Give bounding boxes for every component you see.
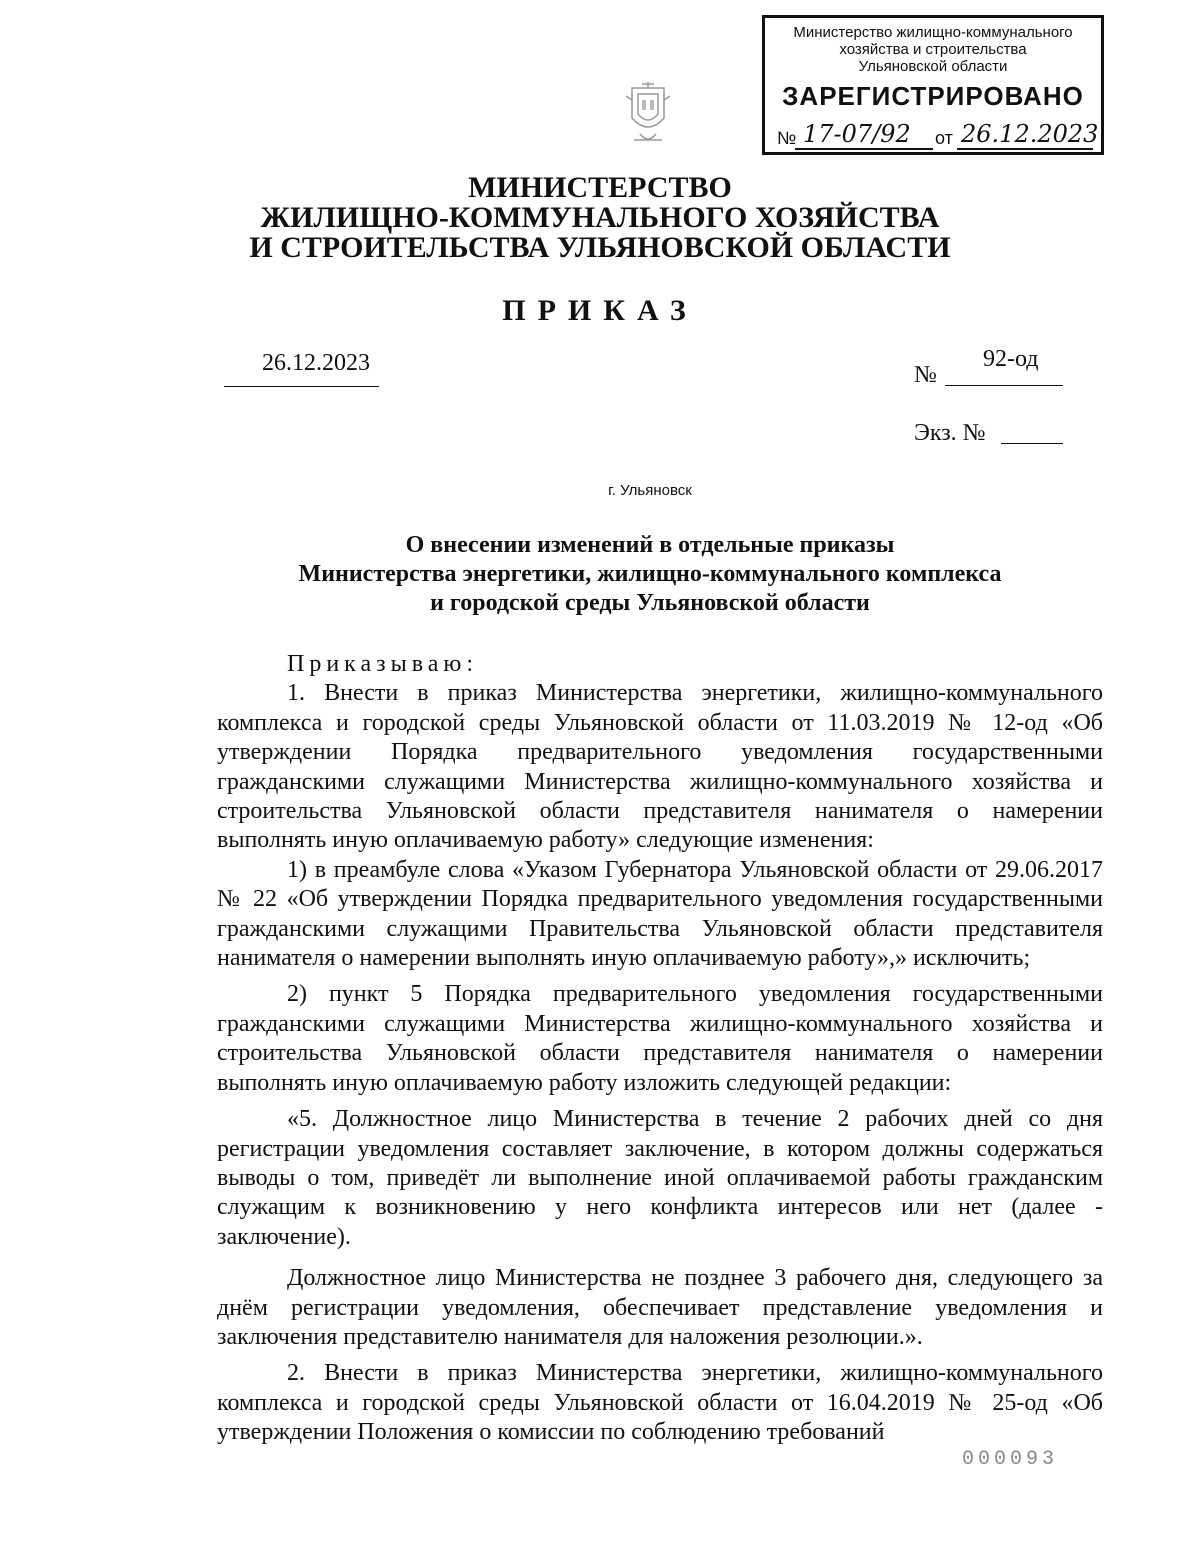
order-number-label: №	[914, 362, 937, 388]
coat-of-arms-emblem	[612, 78, 684, 152]
paragraph-item-1: 1. Внести в приказ Министерства энергетики, жилищно-коммунального комплекса и городской среды Ульяновской области от 11.03.2019 № 12-од «Об утверждении Порядка предварительного уведомления государственными гражданскими служащими Министерства жилищно-коммунального хозяйства и строительства Ульяновской области представителя нанимателя о намерении выполнять иную оплачиваемую работу» следующие изменения:	[217, 680, 1103, 854]
paragraph-item-2: 2. Внести в приказ Министерства энергетики, жилищно-коммунального комплекса и городской среды Ульяновской области от 16.04.2019 № 25-од «Об утверждении Положения о комиссии по соблюдению требований	[217, 1360, 1103, 1446]
ministry-header-line-3: И СТРОИТЕЛЬСТВА УЛЬЯНОВСКОЙ ОБЛАСТИ	[249, 231, 951, 264]
stamp-num-underline	[795, 148, 933, 150]
stamp-num-label: №	[777, 128, 797, 148]
registration-stamp	[762, 15, 1104, 155]
document-type-title: ПРИКАЗ	[502, 294, 698, 327]
order-body	[217, 650, 1103, 1448]
stamp-number-row	[777, 120, 1099, 154]
paragraph-clause-5: «5. Должностное лицо Министерства в течение 2 рабочих дней со дня регистрации уведомления составляет заключение, в котором должны содержаться выводы о том, приведёт ли выполнение иной оплачиваемой работы гражданским служащим к возникновению у него конфликта интересов или нет (далее - заключение).	[217, 1106, 1103, 1250]
ministry-header-line-1: МИНИСТЕРСТВО	[468, 171, 732, 204]
ministry-header-line-2: ЖИЛИЩНО-КОММУНАЛЬНОГО ХОЗЯЙСТВА	[260, 201, 940, 234]
stamp-line-3: Ульяновской области	[858, 58, 1008, 75]
stamp-registered: ЗАРЕГИСТРИРОВАНО	[782, 81, 1084, 111]
stamp-line-2: хозяйства и строительства	[839, 41, 1027, 58]
stamp-from-label: от	[935, 128, 953, 148]
paragraph-clause-5-continued: Должностное лицо Министерства не позднее 3 рабочего дня, следующего за днём регистрации уведомления, обеспечивает представление уведомления и заключения представителю нанимателя для наложения резолюции.».	[217, 1265, 1103, 1350]
order-number: 92-од	[983, 346, 1039, 372]
order-title-line-3: и городской среды Ульяновской области	[430, 590, 870, 616]
order-date: 26.12.2023	[262, 350, 370, 376]
page-serial-mark: 000093	[962, 1448, 1059, 1471]
order-title-line-1: О внесении изменений в отдельные приказы	[405, 532, 895, 558]
paragraph-subitem-2: 2) пункт 5 Порядка предварительного уведомления государственными гражданскими служащими Министерства жилищно-коммунального хозяйства и строительства Ульяновской области представителя нанимателя о намерении выполнять иную оплачиваемую работу изложить следующей редакции:	[217, 981, 1103, 1096]
paragraph-subitem-1: 1) в преамбуле слова «Указом Губернатора Ульяновской области от 29.06.2017 № 22 «Об утверждении Порядка предварительного уведомления государственными гражданскими служащими Правительства Ульяновской области представителя нанимателя о намерении выполнять иную оплачиваемую работу»,» исключить;	[217, 856, 1103, 972]
order-title-line-2: Министерства энергетики, жилищно-коммунального комплекса	[298, 561, 1002, 587]
copy-number-underline	[1001, 443, 1063, 444]
copy-number-label: Экз. №	[914, 420, 986, 446]
paragraph-order-word: Приказываю:	[287, 651, 478, 677]
stamp-date-value: 26.12.2023	[961, 120, 1099, 148]
date-underline	[224, 386, 379, 387]
stamp-num-value: 17-07/92	[803, 120, 911, 148]
number-underline	[945, 385, 1063, 386]
stamp-line-1: Министерство жилищно-коммунального	[793, 24, 1073, 41]
stamp-date-underline	[957, 148, 1093, 150]
city-name: г. Ульяновск	[608, 482, 692, 499]
